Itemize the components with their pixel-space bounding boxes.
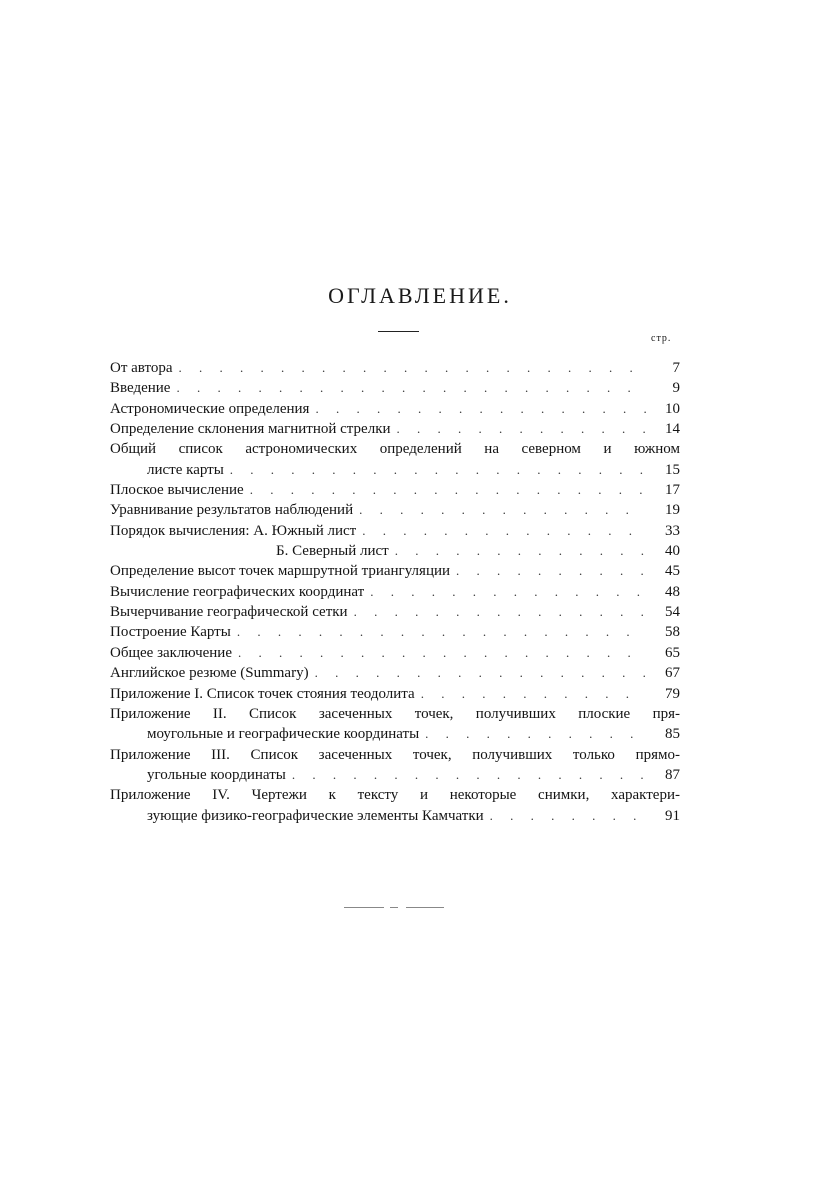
toc-entry-title: Определение высот точек маршрутной триангуляции (110, 563, 451, 580)
toc-entry-title-continuation: зующие физико-географические элементы Камчатки (147, 807, 484, 824)
dot-leader (397, 419, 646, 439)
toc-entry (110, 480, 680, 500)
dot-leader (315, 399, 646, 419)
toc-entry-title-continuation: моугольные и географические координаты (147, 726, 420, 743)
toc-page-number: 9 (672, 380, 680, 397)
toc-page-number: 45 (665, 563, 680, 580)
dot-leader (230, 460, 646, 480)
toc-entry-title: Введение (110, 380, 171, 397)
toc-entry-title: Б. Северный лист (276, 543, 389, 560)
toc-entry-title: Астрономические определения (110, 400, 310, 417)
toc-entry (110, 439, 680, 480)
toc-page-number: 33 (665, 522, 680, 539)
dot-leader (292, 765, 646, 785)
toc-entry-title: Уравнивание результатов наблюдений (110, 502, 354, 519)
dot-leader (362, 521, 646, 541)
toc-entry (110, 541, 680, 561)
toc-page-number: 14 (665, 421, 680, 438)
toc-entry (110, 419, 680, 439)
dot-leader (179, 358, 646, 378)
toc-page-number: 15 (665, 461, 680, 478)
dot-leader (490, 806, 646, 826)
dot-leader (456, 561, 646, 581)
toc-page-number: 7 (672, 360, 680, 376)
toc-entry (110, 399, 680, 419)
toc-page-number: 65 (665, 644, 680, 661)
toc-entry-title: Общее заключение (110, 644, 232, 661)
toc-page-number: 87 (665, 766, 680, 783)
toc-entry-title: Построение Карты (110, 624, 231, 641)
toc-entry-title: Определение склонения магнитной стрелки (110, 421, 391, 438)
toc-entry-title: Английское резюме (Summary) (110, 665, 309, 682)
toc-entry-title-continuation: угольные координаты (147, 766, 286, 783)
toc-entry-title-continuation: листе карты (147, 461, 224, 478)
toc-page-number: 40 (665, 543, 680, 560)
toc-entry-title: Общий список астрономических определений на северном и южном (110, 441, 680, 458)
toc-entry-title: Вычисление географических координат (110, 583, 365, 600)
toc-page-number: 19 (665, 502, 680, 519)
toc-entry-title: Вычерчивание географической сетки (110, 604, 348, 621)
title-rule (378, 331, 419, 332)
dot-leader (425, 724, 646, 744)
toc-entry-title: Приложение II. Список засеченных точек, получивших плоские пря- (110, 705, 680, 722)
dot-leader (250, 480, 646, 500)
toc-page-number: 79 (665, 685, 680, 702)
toc-entry (110, 521, 680, 541)
dot-leader (421, 684, 646, 704)
page-title: ОГЛАВЛЕНИЕ. (328, 283, 512, 308)
toc-entry (110, 561, 680, 581)
toc-entry (110, 745, 680, 786)
toc-entry (110, 378, 680, 398)
toc-page-number: 48 (665, 583, 680, 600)
toc-entry-title: Приложение III. Список засеченных точек, получивших только прямо- (110, 746, 680, 763)
toc-entry (110, 500, 680, 520)
toc-entry (110, 358, 680, 378)
toc-entry-title: Приложение IV. Чертежи к тексту и некоторые снимки, характери- (110, 787, 680, 804)
end-ornament-rule (344, 906, 444, 910)
toc-entry (110, 602, 680, 622)
toc-page-number: 17 (665, 482, 680, 499)
page-column-label: стр. (651, 333, 672, 344)
toc-entry (110, 785, 680, 826)
dot-leader (238, 643, 646, 663)
toc-page-number: 54 (665, 604, 680, 621)
dot-leader (359, 500, 646, 520)
toc-page-number: 67 (665, 665, 680, 682)
toc-page-number: 85 (665, 726, 680, 743)
toc-entry-title: Приложение I. Список точек стояния теодолита (110, 685, 415, 702)
dot-leader (354, 602, 646, 622)
dot-leader (315, 663, 646, 683)
dot-leader (237, 622, 646, 642)
toc-entry (110, 684, 680, 704)
toc-entry-title: Порядок вычисления: А. Южный лист (110, 522, 357, 539)
toc-entry (110, 663, 680, 683)
toc-entry (110, 622, 680, 642)
toc-page-number: 10 (665, 400, 680, 417)
dot-leader (370, 582, 646, 602)
toc-page-number: 58 (665, 624, 680, 641)
toc-entry-title: От автора (110, 360, 173, 376)
toc-entry (110, 643, 680, 663)
table-of-contents (110, 358, 680, 826)
toc-entry-title: Плоское вычисление (110, 482, 244, 499)
dot-leader (395, 541, 646, 561)
dot-leader (176, 378, 646, 398)
toc-page-number: 91 (665, 807, 680, 824)
toc-entry (110, 582, 680, 602)
toc-entry (110, 704, 680, 745)
